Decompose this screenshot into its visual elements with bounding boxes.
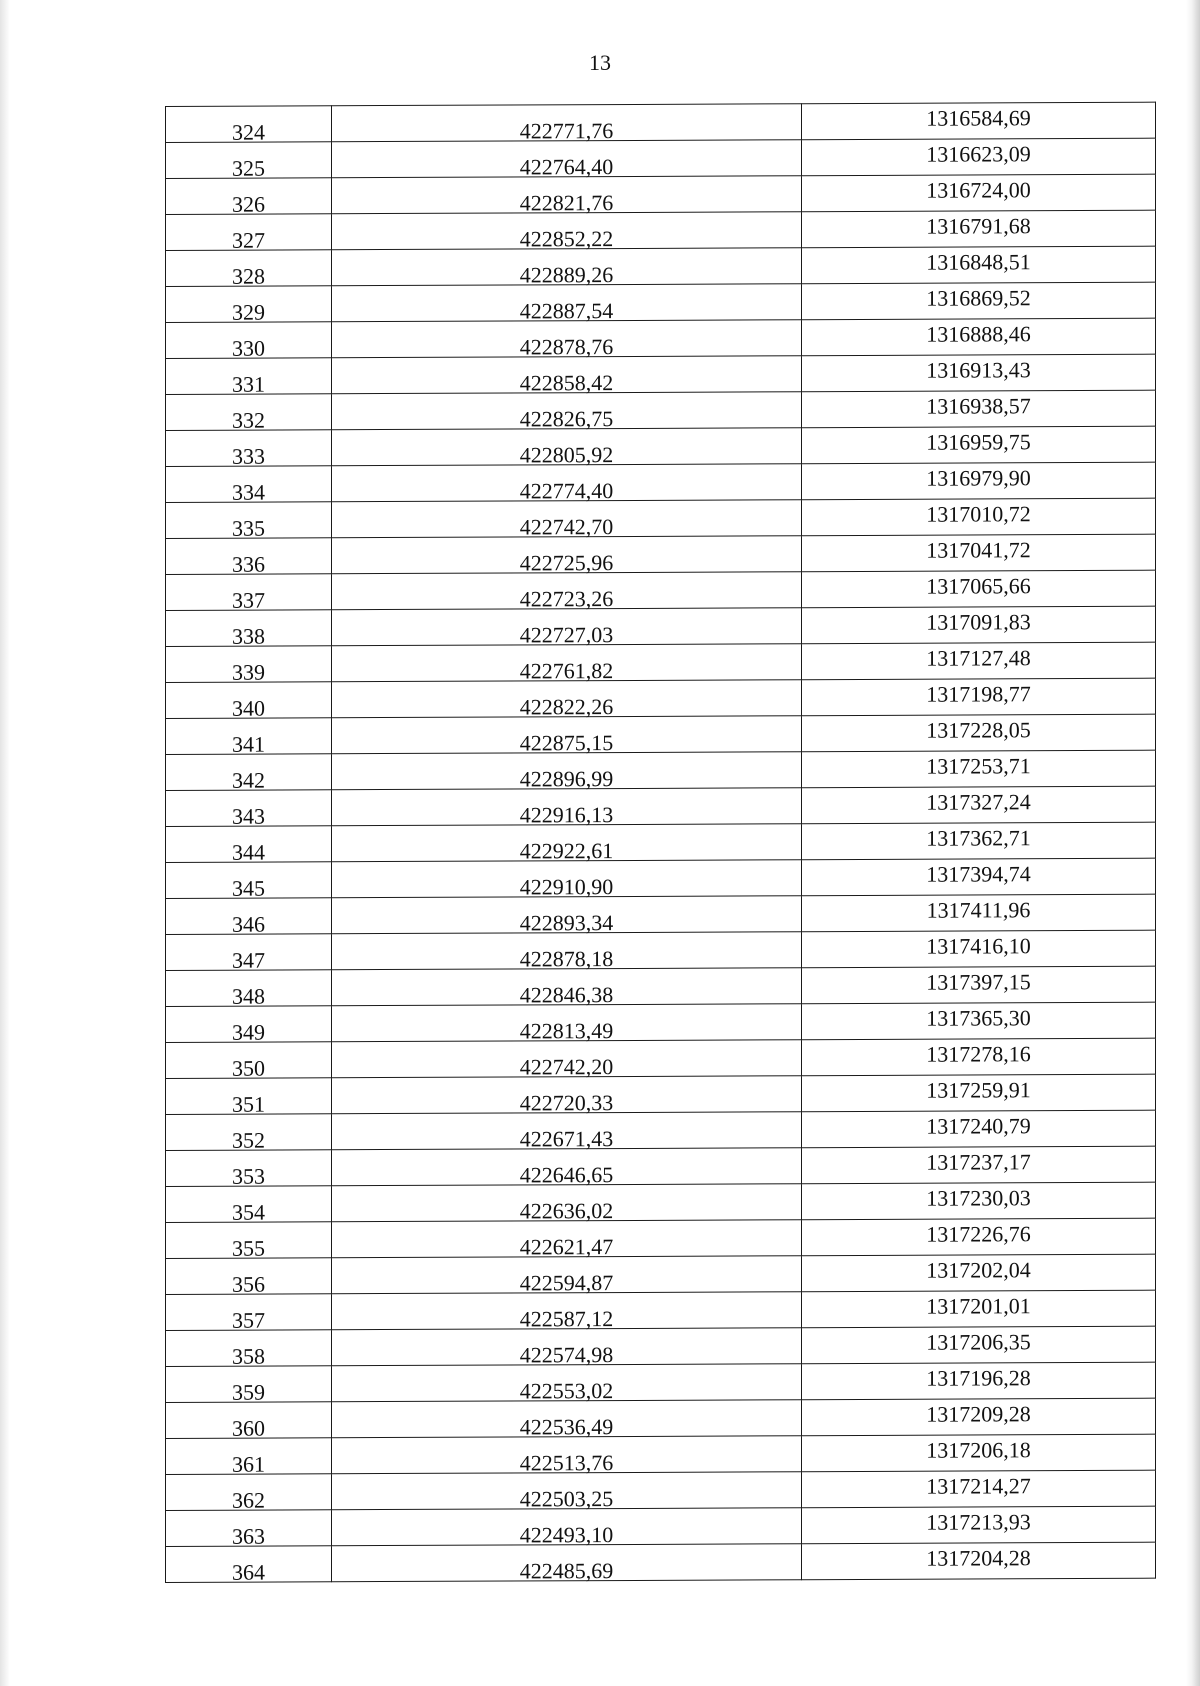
point-number-cell [166, 538, 332, 575]
x-coordinate-cell [332, 464, 802, 502]
table-row [166, 210, 1156, 250]
y-coordinate-cell [802, 1362, 1156, 1400]
y-coordinate-cell [802, 534, 1156, 572]
point-number-cell [166, 1222, 332, 1259]
x-coordinate-cell [332, 104, 802, 142]
y-coordinate-text: 1317213,93 [926, 1509, 1031, 1535]
table-row [166, 1470, 1156, 1510]
y-coordinate-text: 1316913,43 [926, 357, 1031, 383]
table-row [166, 606, 1156, 646]
table-row [166, 102, 1156, 142]
table-row [166, 246, 1156, 286]
y-coordinate-cell [802, 210, 1156, 248]
table-row [166, 1506, 1156, 1546]
x-coordinate-text: 422813,49 [519, 1018, 614, 1044]
table-row [166, 282, 1156, 322]
y-coordinate-text: 1317091,83 [926, 609, 1031, 635]
point-number-cell [166, 430, 332, 467]
coordinates-table-body [166, 102, 1156, 1585]
y-coordinate-cell [802, 1290, 1156, 1328]
x-coordinate-text: 422536,49 [519, 1414, 614, 1440]
x-coordinate-cell [332, 1436, 802, 1474]
x-coordinate-text: 422774,40 [519, 478, 614, 504]
point-number-text: 355 [232, 1235, 265, 1261]
y-coordinate-cell [802, 462, 1156, 500]
y-coordinate-cell [802, 1038, 1156, 1076]
y-coordinate-cell [802, 642, 1156, 680]
point-number-text: 357 [232, 1307, 265, 1333]
table-row [166, 1038, 1156, 1078]
x-coordinate-cell [332, 896, 802, 934]
x-coordinate-text: 422742,20 [519, 1054, 614, 1080]
x-coordinate-cell [332, 356, 802, 394]
x-coordinate-text: 422922,61 [519, 838, 614, 864]
y-coordinate-text: 1317201,01 [926, 1293, 1031, 1319]
table-row [166, 642, 1156, 682]
y-coordinate-cell [802, 246, 1156, 284]
y-coordinate-text: 1317127,48 [926, 645, 1031, 671]
y-coordinate-cell [802, 282, 1156, 320]
point-number-text: 339 [232, 659, 265, 685]
x-coordinate-text: 422821,76 [519, 190, 614, 216]
coordinates-table [165, 102, 1156, 1583]
table-row [166, 1182, 1156, 1222]
y-coordinate-cell [802, 1146, 1156, 1184]
y-coordinate-text: 1317198,77 [926, 681, 1031, 707]
point-number-cell [166, 1438, 332, 1475]
x-coordinate-cell [332, 644, 802, 682]
point-number-text: 327 [232, 227, 265, 253]
point-number-cell [166, 1186, 332, 1223]
table-row [166, 1362, 1156, 1402]
point-number-text: 325 [232, 155, 265, 181]
y-coordinate-text: 1317365,30 [926, 1005, 1031, 1031]
x-coordinate-cell [332, 1400, 802, 1438]
table-row [166, 894, 1156, 934]
y-coordinate-cell [802, 1470, 1156, 1508]
y-coordinate-cell [802, 894, 1156, 932]
point-number-cell [166, 466, 332, 503]
x-coordinate-text: 422846,38 [519, 982, 614, 1008]
point-number-cell [166, 142, 332, 179]
y-coordinate-cell [802, 354, 1156, 392]
table-row [166, 786, 1156, 826]
y-coordinate-text: 1317206,18 [926, 1437, 1031, 1463]
point-number-cell [166, 610, 332, 647]
x-coordinate-cell [332, 572, 802, 610]
point-number-cell [166, 934, 332, 971]
x-coordinate-cell [332, 140, 802, 178]
y-coordinate-cell [802, 426, 1156, 464]
table-row [166, 426, 1156, 466]
table-row [166, 1254, 1156, 1294]
y-coordinate-cell [802, 1074, 1156, 1112]
x-coordinate-cell [332, 1328, 802, 1366]
y-coordinate-text: 1316938,57 [926, 393, 1031, 419]
point-number-cell [166, 250, 332, 287]
point-number-cell [166, 1294, 332, 1331]
x-coordinate-cell [332, 752, 802, 790]
table-row [166, 750, 1156, 790]
x-coordinate-text: 422553,02 [519, 1378, 614, 1404]
point-number-text: 338 [232, 623, 265, 649]
x-coordinate-cell [332, 1544, 802, 1582]
y-coordinate-cell [802, 1182, 1156, 1220]
table-row [166, 678, 1156, 718]
x-coordinate-text: 422858,42 [519, 370, 614, 396]
x-coordinate-cell [332, 428, 802, 466]
point-number-cell [166, 1042, 332, 1079]
table-row [166, 1002, 1156, 1042]
x-coordinate-cell [332, 1004, 802, 1042]
point-number-text: 334 [232, 479, 265, 505]
y-coordinate-text: 1317327,24 [926, 789, 1031, 815]
point-number-text: 362 [232, 1487, 265, 1513]
y-coordinate-text: 1316584,69 [926, 105, 1031, 131]
table-row [166, 534, 1156, 574]
y-coordinate-text: 1316623,09 [926, 141, 1031, 167]
y-coordinate-cell [802, 1002, 1156, 1040]
y-coordinate-cell [802, 1398, 1156, 1436]
x-coordinate-text: 422587,12 [519, 1306, 614, 1332]
x-coordinate-cell [332, 1508, 802, 1546]
point-number-cell [166, 1258, 332, 1295]
point-number-text: 333 [232, 443, 265, 469]
point-number-cell [166, 1150, 332, 1187]
point-number-cell [166, 1366, 332, 1403]
point-number-text: 359 [232, 1379, 265, 1405]
page-number: 13 [589, 50, 611, 75]
point-number-cell [166, 646, 332, 683]
x-coordinate-cell [332, 608, 802, 646]
point-number-text: 326 [232, 191, 265, 217]
point-number-text: 353 [232, 1163, 265, 1189]
point-number-text: 348 [232, 983, 265, 1009]
scan-edge-right [1186, 0, 1200, 1686]
y-coordinate-text: 1316869,52 [926, 285, 1031, 311]
y-coordinate-text: 1317226,76 [926, 1221, 1031, 1247]
table-row [166, 498, 1156, 538]
y-coordinate-cell [802, 570, 1156, 608]
y-coordinate-text: 1317010,72 [926, 501, 1031, 527]
x-coordinate-text: 422636,02 [519, 1198, 614, 1224]
y-coordinate-text: 1317196,28 [926, 1365, 1031, 1391]
y-coordinate-text: 1317202,04 [926, 1257, 1031, 1283]
x-coordinate-text: 422621,47 [519, 1234, 614, 1260]
point-number-text: 329 [232, 299, 265, 325]
x-coordinate-text: 422764,40 [519, 154, 614, 180]
point-number-text: 337 [232, 587, 265, 613]
scan-edge-left [0, 0, 10, 1686]
point-number-text: 344 [232, 839, 265, 865]
y-coordinate-text: 1317214,27 [926, 1473, 1031, 1499]
y-coordinate-cell [802, 678, 1156, 716]
x-coordinate-cell [332, 680, 802, 718]
x-coordinate-cell [332, 968, 802, 1006]
table-row [166, 570, 1156, 610]
y-coordinate-cell [802, 390, 1156, 428]
y-coordinate-text: 1317209,28 [926, 1401, 1031, 1427]
y-coordinate-cell [802, 1110, 1156, 1148]
point-number-cell [166, 898, 332, 935]
point-number-text: 350 [232, 1055, 265, 1081]
point-number-cell [166, 682, 332, 719]
point-number-text: 361 [232, 1451, 265, 1477]
x-coordinate-text: 422896,99 [519, 766, 614, 792]
y-coordinate-cell [802, 750, 1156, 788]
x-coordinate-text: 422727,03 [519, 622, 614, 648]
x-coordinate-text: 422822,26 [519, 694, 614, 720]
y-coordinate-text: 1317041,72 [926, 537, 1031, 563]
point-number-cell [166, 322, 332, 359]
x-coordinate-text: 422723,26 [519, 586, 614, 612]
x-coordinate-text: 422875,15 [519, 730, 614, 756]
y-coordinate-text: 1317278,16 [926, 1041, 1031, 1067]
point-number-text: 340 [232, 695, 265, 721]
x-coordinate-text: 422889,26 [519, 262, 614, 288]
x-coordinate-text: 422513,76 [519, 1450, 614, 1476]
point-number-cell [166, 1546, 332, 1583]
point-number-text: 328 [232, 263, 265, 289]
y-coordinate-cell [802, 1254, 1156, 1292]
point-number-text: 360 [232, 1415, 265, 1441]
point-number-text: 358 [232, 1343, 265, 1369]
table-row [166, 822, 1156, 862]
x-coordinate-text: 422493,10 [519, 1522, 614, 1548]
x-coordinate-text: 422771,76 [519, 118, 614, 144]
x-coordinate-text: 422826,75 [519, 406, 614, 432]
y-coordinate-cell [802, 318, 1156, 356]
table-row [166, 1110, 1156, 1150]
y-coordinate-text: 1317253,71 [926, 753, 1031, 779]
y-coordinate-text: 1316959,75 [926, 429, 1031, 455]
x-coordinate-cell [332, 176, 802, 214]
point-number-cell [166, 754, 332, 791]
y-coordinate-text: 1317397,15 [926, 969, 1031, 995]
y-coordinate-cell [802, 1542, 1156, 1580]
x-coordinate-cell [332, 788, 802, 826]
point-number-cell [166, 1510, 332, 1547]
x-coordinate-cell [332, 212, 802, 250]
x-coordinate-text: 422878,18 [519, 946, 614, 972]
point-number-text: 341 [232, 731, 265, 757]
y-coordinate-text: 1317240,79 [926, 1113, 1031, 1139]
x-coordinate-text: 422916,13 [519, 802, 614, 828]
x-coordinate-text: 422485,69 [519, 1558, 614, 1584]
y-coordinate-cell [802, 786, 1156, 824]
y-coordinate-text: 1317065,66 [926, 573, 1031, 599]
table-row [166, 138, 1156, 178]
point-number-cell [166, 286, 332, 323]
table-row [166, 354, 1156, 394]
x-coordinate-text: 422887,54 [519, 298, 614, 324]
table-row [166, 714, 1156, 754]
x-coordinate-cell [332, 392, 802, 430]
x-coordinate-cell [332, 1220, 802, 1258]
x-coordinate-text: 422910,90 [519, 874, 614, 900]
y-coordinate-cell [802, 1434, 1156, 1472]
point-number-text: 349 [232, 1019, 265, 1045]
point-number-text: 343 [232, 803, 265, 829]
y-coordinate-cell [802, 858, 1156, 896]
table-row [166, 1218, 1156, 1258]
point-number-text: 352 [232, 1127, 265, 1153]
table-row [166, 1398, 1156, 1438]
table-row [166, 966, 1156, 1006]
point-number-cell [166, 1006, 332, 1043]
point-number-cell [166, 358, 332, 395]
table-row [166, 1434, 1156, 1474]
x-coordinate-cell [332, 824, 802, 862]
x-coordinate-cell [332, 248, 802, 286]
table-row [166, 174, 1156, 214]
point-number-cell [166, 214, 332, 251]
x-coordinate-cell [332, 1112, 802, 1150]
x-coordinate-text: 422805,92 [519, 442, 614, 468]
x-coordinate-cell [332, 1184, 802, 1222]
point-number-text: 342 [232, 767, 265, 793]
y-coordinate-cell [802, 1218, 1156, 1256]
x-coordinate-cell [332, 932, 802, 970]
point-number-cell [166, 1330, 332, 1367]
table-row [166, 858, 1156, 898]
point-number-text: 364 [232, 1559, 265, 1585]
point-number-text: 331 [232, 371, 265, 397]
point-number-cell [166, 1078, 332, 1115]
x-coordinate-text: 422594,87 [519, 1270, 614, 1296]
x-coordinate-cell [332, 1076, 802, 1114]
point-number-cell [166, 1474, 332, 1511]
x-coordinate-text: 422878,76 [519, 334, 614, 360]
x-coordinate-cell [332, 1364, 802, 1402]
point-number-text: 336 [232, 551, 265, 577]
y-coordinate-cell [802, 930, 1156, 968]
x-coordinate-cell [332, 320, 802, 358]
y-coordinate-cell [802, 606, 1156, 644]
y-coordinate-cell [802, 966, 1156, 1004]
table-row [166, 1326, 1156, 1366]
x-coordinate-cell [332, 1256, 802, 1294]
point-number-cell [166, 178, 332, 215]
x-coordinate-text: 422720,33 [519, 1090, 614, 1116]
x-coordinate-text: 422893,34 [519, 910, 614, 936]
x-coordinate-text: 422742,70 [519, 514, 614, 540]
point-number-cell [166, 790, 332, 827]
x-coordinate-text: 422671,43 [519, 1126, 614, 1152]
point-number-text: 324 [232, 119, 265, 145]
y-coordinate-cell [802, 822, 1156, 860]
y-coordinate-text: 1317230,03 [926, 1185, 1031, 1211]
y-coordinate-text: 1317362,71 [926, 825, 1031, 851]
x-coordinate-cell [332, 860, 802, 898]
point-number-text: 346 [232, 911, 265, 937]
y-coordinate-cell [802, 174, 1156, 212]
y-coordinate-cell [802, 1506, 1156, 1544]
x-coordinate-text: 422725,96 [519, 550, 614, 576]
y-coordinate-text: 1317394,74 [926, 861, 1031, 887]
x-coordinate-cell [332, 500, 802, 538]
y-coordinate-text: 1317259,91 [926, 1077, 1031, 1103]
point-number-cell [166, 1402, 332, 1439]
point-number-text: 363 [232, 1523, 265, 1549]
y-coordinate-cell [802, 1326, 1156, 1364]
point-number-text: 354 [232, 1199, 265, 1225]
point-number-cell [166, 862, 332, 899]
point-number-text: 347 [232, 947, 265, 973]
point-number-text: 335 [232, 515, 265, 541]
table-row [166, 1074, 1156, 1114]
x-coordinate-cell [332, 1040, 802, 1078]
y-coordinate-text: 1316888,46 [926, 321, 1031, 347]
point-number-cell [166, 970, 332, 1007]
x-coordinate-cell [332, 284, 802, 322]
y-coordinate-cell [802, 714, 1156, 752]
point-number-cell [166, 574, 332, 611]
table-row [166, 1542, 1156, 1582]
y-coordinate-text: 1317416,10 [926, 933, 1031, 959]
x-coordinate-cell [332, 716, 802, 754]
point-number-text: 356 [232, 1271, 265, 1297]
x-coordinate-cell [332, 1148, 802, 1186]
x-coordinate-text: 422852,22 [519, 226, 614, 252]
y-coordinate-text: 1317411,96 [926, 897, 1031, 923]
y-coordinate-text: 1316848,51 [926, 249, 1031, 275]
x-coordinate-cell [332, 536, 802, 574]
point-number-cell [166, 718, 332, 755]
table-row [166, 462, 1156, 502]
table-row [166, 1146, 1156, 1186]
x-coordinate-cell [332, 1472, 802, 1510]
point-number-cell [166, 106, 332, 143]
y-coordinate-cell [802, 138, 1156, 176]
point-number-cell [166, 394, 332, 431]
x-coordinate-text: 422646,65 [519, 1162, 614, 1188]
x-coordinate-text: 422574,98 [519, 1342, 614, 1368]
point-number-text: 345 [232, 875, 265, 901]
point-number-text: 330 [232, 335, 265, 361]
x-coordinate-text: 422503,25 [519, 1486, 614, 1512]
point-number-cell [166, 1114, 332, 1151]
point-number-cell [166, 502, 332, 539]
table-row [166, 318, 1156, 358]
y-coordinate-cell [802, 102, 1156, 140]
y-coordinate-text: 1317228,05 [926, 717, 1031, 743]
point-number-cell [166, 826, 332, 863]
y-coordinate-text: 1317204,28 [926, 1545, 1031, 1571]
x-coordinate-text: 422761,82 [519, 658, 614, 684]
table-row [166, 390, 1156, 430]
point-number-text: 332 [232, 407, 265, 433]
y-coordinate-cell [802, 498, 1156, 536]
y-coordinate-text: 1316979,90 [926, 465, 1031, 491]
y-coordinate-text: 1316724,00 [926, 177, 1031, 203]
y-coordinate-text: 1316791,68 [926, 213, 1031, 239]
y-coordinate-text: 1317206,35 [926, 1329, 1031, 1355]
x-coordinate-cell [332, 1292, 802, 1330]
point-number-text: 351 [232, 1091, 265, 1117]
y-coordinate-text: 1317237,17 [926, 1149, 1031, 1175]
table-row [166, 1290, 1156, 1330]
table-row [166, 930, 1156, 970]
